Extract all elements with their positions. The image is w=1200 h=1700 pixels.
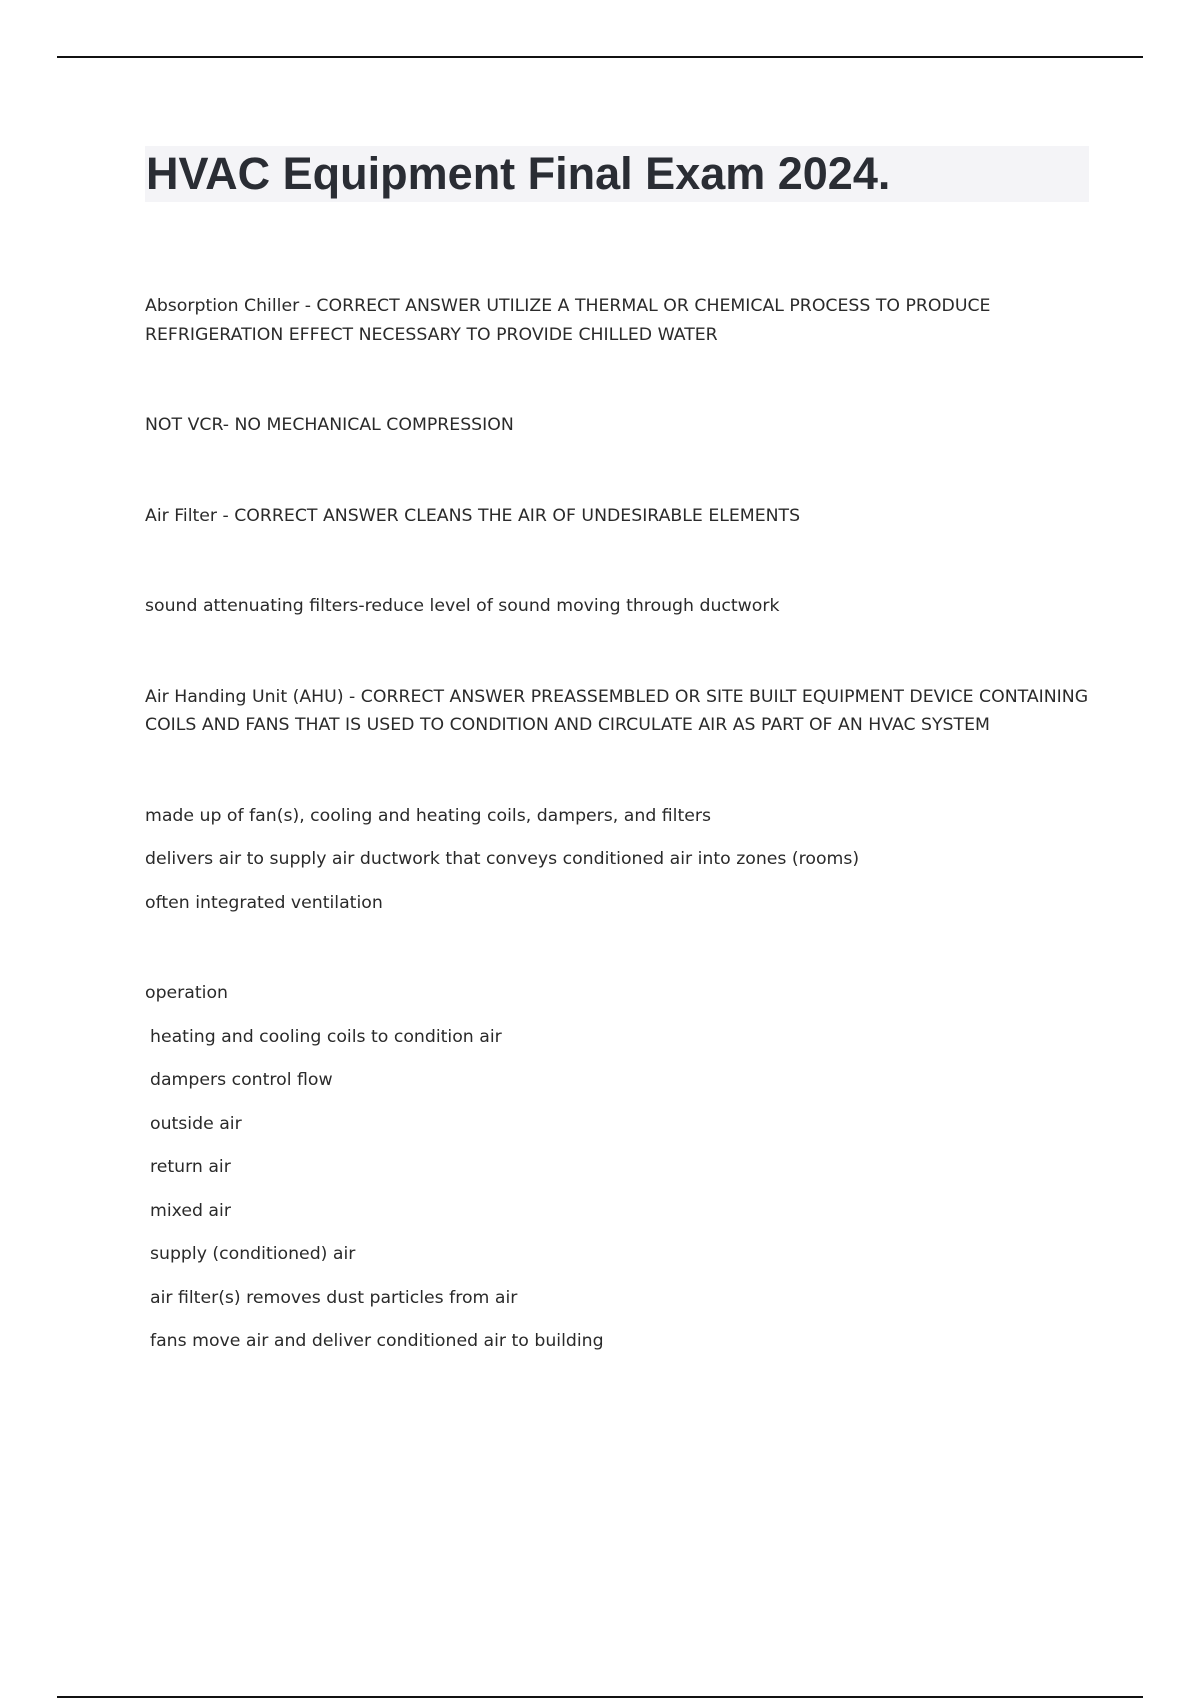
- operation-item: air filter(s) removes dust particles from air: [150, 1287, 518, 1308]
- ahu-note: often integrated ventilation: [145, 892, 383, 913]
- bottom-rule: [57, 1696, 1143, 1698]
- document-body: [145, 292, 1090, 1356]
- top-rule: [57, 56, 1143, 58]
- operation-heading: operation: [145, 983, 228, 1003]
- entry-air-handling-unit: Air Handing Unit (AHU) - CORRECT ANSWER PREASSEMBLED OR SITE BUILT EQUIPMENT DEVICE CONTAINING COILS AND FANS THAT IS USED TO CONDITION AND CIRCULATE AIR AS PART OF AN HVAC SYSTEM: [145, 686, 1089, 735]
- entry-sound-attenuating: sound attenuating filters-reduce level of sound moving through ductwork: [145, 596, 780, 616]
- ahu-note: made up of fan(s), cooling and heating coils, dampers, and filters: [145, 805, 711, 826]
- operation-item: fans move air and deliver conditioned air to building: [150, 1331, 604, 1351]
- entry-not-vcr: NOT VCR- NO MECHANICAL COMPRESSION: [145, 415, 514, 435]
- entry-absorption-chiller: Absorption Chiller - CORRECT ANSWER UTILIZE A THERMAL OR CHEMICAL PROCESS TO PRODUCE REFRIGERATION EFFECT NECESSARY TO PROVIDE CHILLED WATER: [145, 296, 991, 345]
- operation-item: outside air: [150, 1113, 242, 1134]
- operation-item: heating and cooling coils to condition air: [150, 1026, 502, 1047]
- entry-air-filter: Air Filter - CORRECT ANSWER CLEANS THE AIR OF UNDESIRABLE ELEMENTS: [145, 505, 801, 526]
- ahu-note: delivers air to supply air ductwork that conveys conditioned air into zones (rooms): [145, 849, 860, 869]
- operation-item: supply (conditioned) air: [150, 1244, 356, 1264]
- operation-item: dampers control flow: [150, 1070, 333, 1090]
- operation-item: return air: [150, 1157, 231, 1177]
- document-title: HVAC Equipment Final Exam 2024.: [146, 148, 891, 199]
- operation-item: mixed air: [150, 1200, 231, 1221]
